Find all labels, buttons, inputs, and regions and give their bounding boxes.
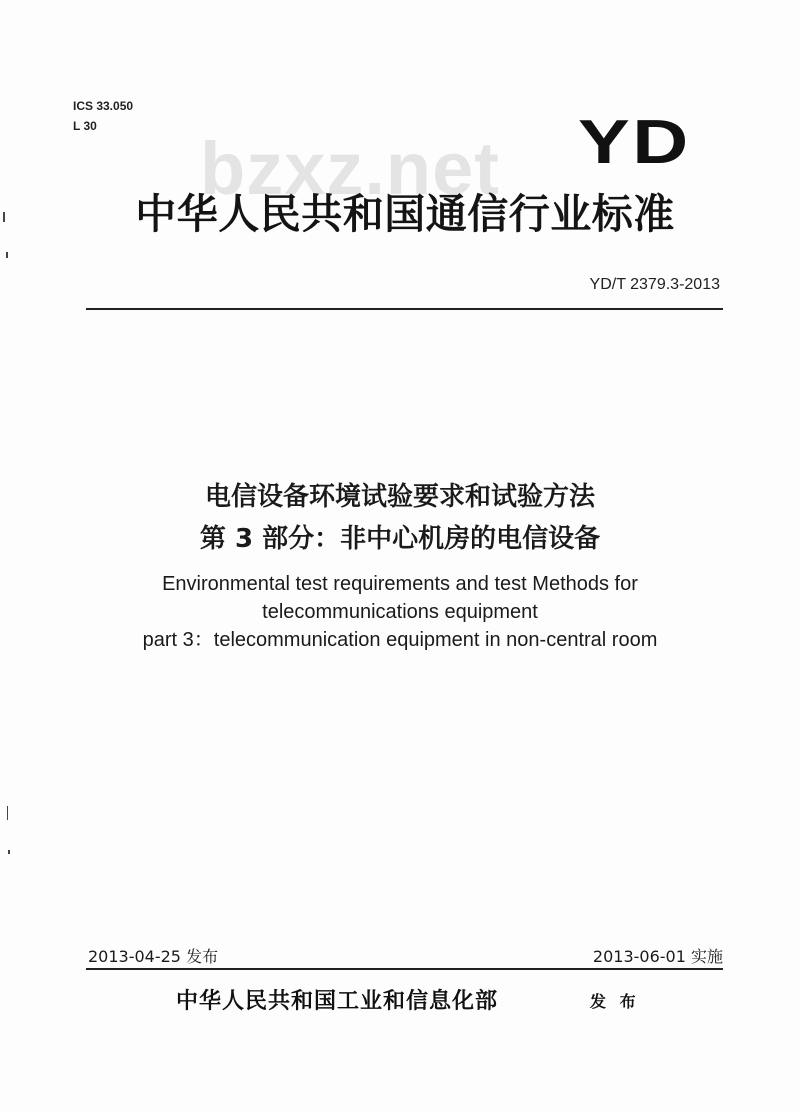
issuing-authority: 中华人民共和国工业和信息化部 xyxy=(176,989,499,1014)
bottom-divider xyxy=(86,968,723,970)
title-cn-line-1: 电信设备环境试验要求和试验方法 xyxy=(204,482,595,512)
standard-number: YD/T 2379.3-2013 xyxy=(589,276,720,293)
issue-date: 2013-04-25 发布 xyxy=(88,947,219,966)
implementation-date: 2013-06-01 实施 xyxy=(592,947,723,966)
title-cn-line-2: 第 3 部分：非中心机房的电信设备 xyxy=(199,524,601,554)
ccs-code: L 30 xyxy=(73,119,97,133)
ics-code: ICS 33.050 xyxy=(73,99,134,113)
standard-category-title: 中华人民共和国通信行业标准 xyxy=(135,190,675,238)
document-title-en xyxy=(70,570,730,654)
document-title-cn xyxy=(80,476,720,560)
watermark-logo: bzxz.net xyxy=(200,127,500,210)
title-en-line-1: Environmental test requirements and test Methods for xyxy=(162,573,638,595)
issuer-suffix: 发 布 xyxy=(590,992,640,1011)
yd-logo: YD xyxy=(578,108,691,177)
classification-codes xyxy=(73,96,133,136)
scan-speck xyxy=(3,212,5,222)
scan-speck xyxy=(8,850,10,854)
scan-speck xyxy=(6,252,8,258)
scan-speck xyxy=(7,806,8,820)
title-en-line-3: part 3：telecommunication equipment in non-central room xyxy=(142,629,658,651)
title-en-line-2: telecommunications equipment xyxy=(262,601,538,623)
top-divider xyxy=(86,308,723,310)
